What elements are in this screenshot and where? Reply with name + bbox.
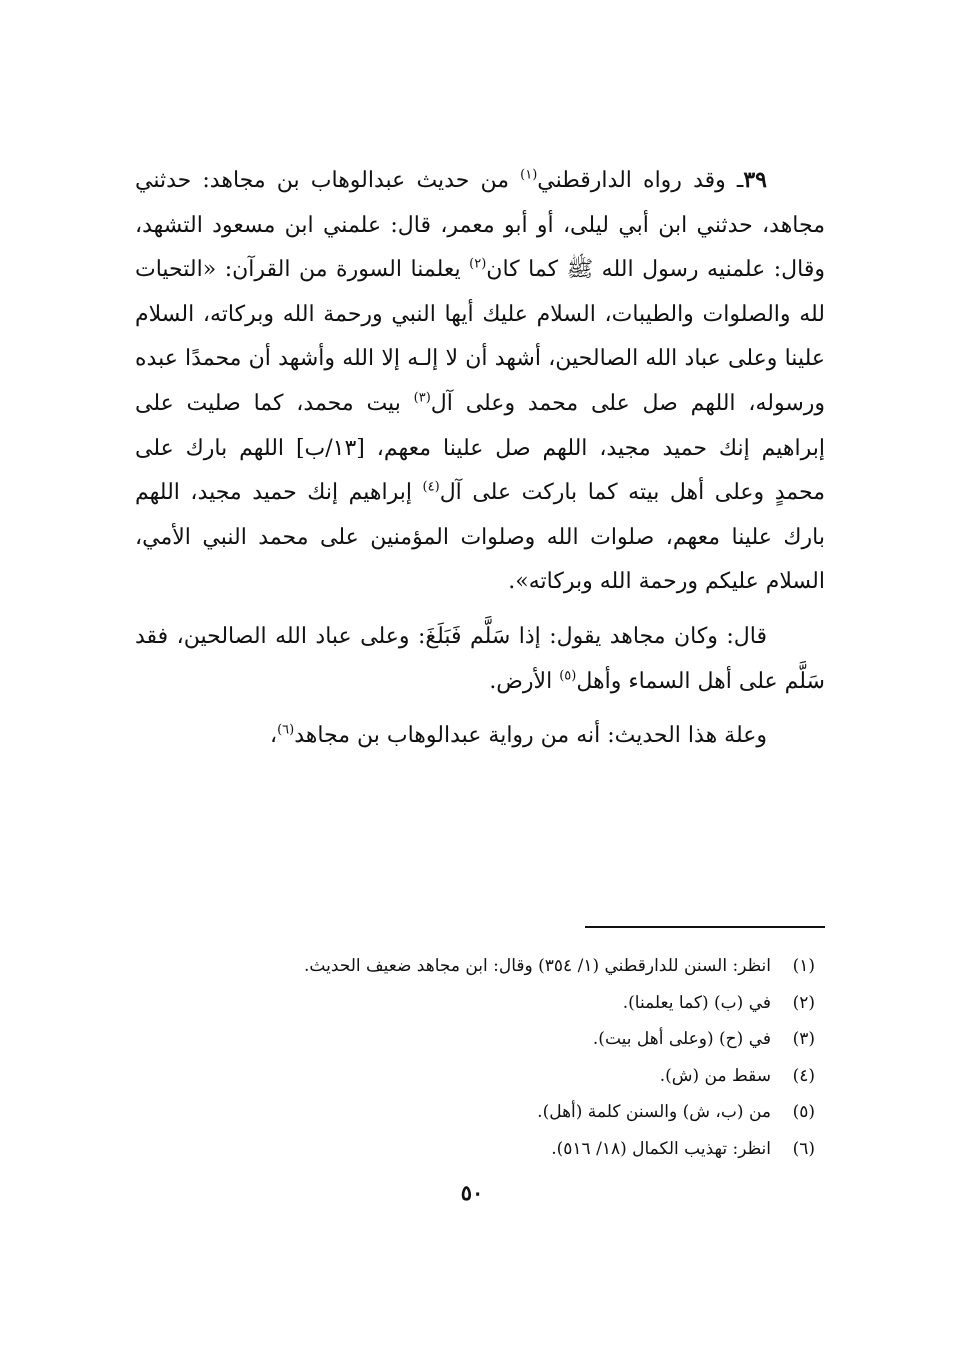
footnote-item [135, 1058, 825, 1095]
text-segment: ـ وقد رواه الدارقطني [537, 168, 744, 193]
footnote-number: (٣) [792, 1029, 815, 1049]
paragraph-mujahid-saying [135, 615, 825, 704]
page-number: ٥٠ [460, 1180, 484, 1205]
paragraph-illah [135, 714, 825, 759]
footnote-ref: (١) [520, 167, 538, 183]
footnote-ref: (٦) [277, 722, 295, 738]
paragraph-hadith [135, 158, 825, 605]
footnote-item [135, 1021, 825, 1058]
footnote-ref: (٤) [422, 479, 440, 495]
footnote-text: في (ح) (وعلى أهل بيت). [592, 1029, 771, 1049]
footnote-text: سقط من (ش). [659, 1065, 771, 1086]
footnote-item [135, 1131, 825, 1168]
footnote-item [135, 1094, 825, 1131]
footnote-list [135, 948, 825, 1167]
text-segment: يعلمنا السورة من القرآن: «التحيات لله والصلوات والطيبات، السلام عليك أيها النبي ورحمة الله وبركاته، السلام علينا وعلى عباد الله الصالحين، أشهد أن لا إلـه إلا الله وأشهد أن محمدًا عبده ورسوله، اللهم صل على محمد وعلى آل [135, 257, 826, 416]
text-segment: ، [269, 723, 278, 749]
text-segment: الأرض. [489, 668, 560, 694]
footnote-ref: (٢) [469, 256, 487, 272]
footnote-separator [585, 926, 825, 928]
main-text [135, 158, 825, 759]
footnote-number: (٤) [792, 1065, 815, 1086]
footnote-text: انظر: السنن للدارقطني (١/ ٣٥٤) وقال: ابن مجاهد ضعيف الحديث. [304, 956, 771, 976]
text-segment: وعلة هذا الحديث: أنه من رواية عبدالوهاب بن مجاهد [294, 723, 767, 749]
footnote-text: في (ب) (كما يعلمنا). [622, 992, 771, 1013]
footnote-ref: (٣) [413, 390, 431, 406]
text-segment: من حديث عبدالوهاب بن مجاهد: حدثني مجاهد، حدثني ابن أبي ليلى، أو أبو معمر، قال: علمني ابن مسعود التشهد، وقال: علمنيه رسول الله ﷺ كما كان [135, 168, 825, 283]
footnote-item [135, 985, 825, 1022]
text-segment: بيت محمد، كما صليت على إبراهيم إنك حميد مجيد، اللهم صل علينا معهم، [١٣/ب] اللهم بارك على محمدٍ وعلى أهل بيته كما باركت على آل [135, 390, 825, 506]
footnote-text: انظر: تهذيب الكمال (١٨/ ٥١٦). [551, 1138, 771, 1159]
footnote-number: (٢) [792, 992, 815, 1013]
text-segment: قال: وكان مجاهد يقول: إذا سَلَّم فَبَلَغَ: وعلى عباد الله الصالحين، فقد سَلَّم على أهل السماء وأهل [135, 623, 825, 694]
text-segment: إبراهيم إنك حميد مجيد، اللهم بارك علينا معهم، صلوات الله وصلوات المؤمنين على محمد النبي الأمي، السلام عليكم ورحمة الله وبركاته». [135, 480, 825, 595]
footnote-number: (١) [792, 956, 815, 976]
footnote-item [135, 948, 825, 985]
footnote-number: (٥) [792, 1102, 815, 1122]
footnote-number: (٦) [792, 1138, 815, 1159]
hadith-number: ٣٩ [743, 167, 767, 193]
footnote-ref: (٥) [559, 668, 577, 684]
footnote-text: من (ب، ش) والسنن كلمة (أهل). [537, 1102, 771, 1122]
